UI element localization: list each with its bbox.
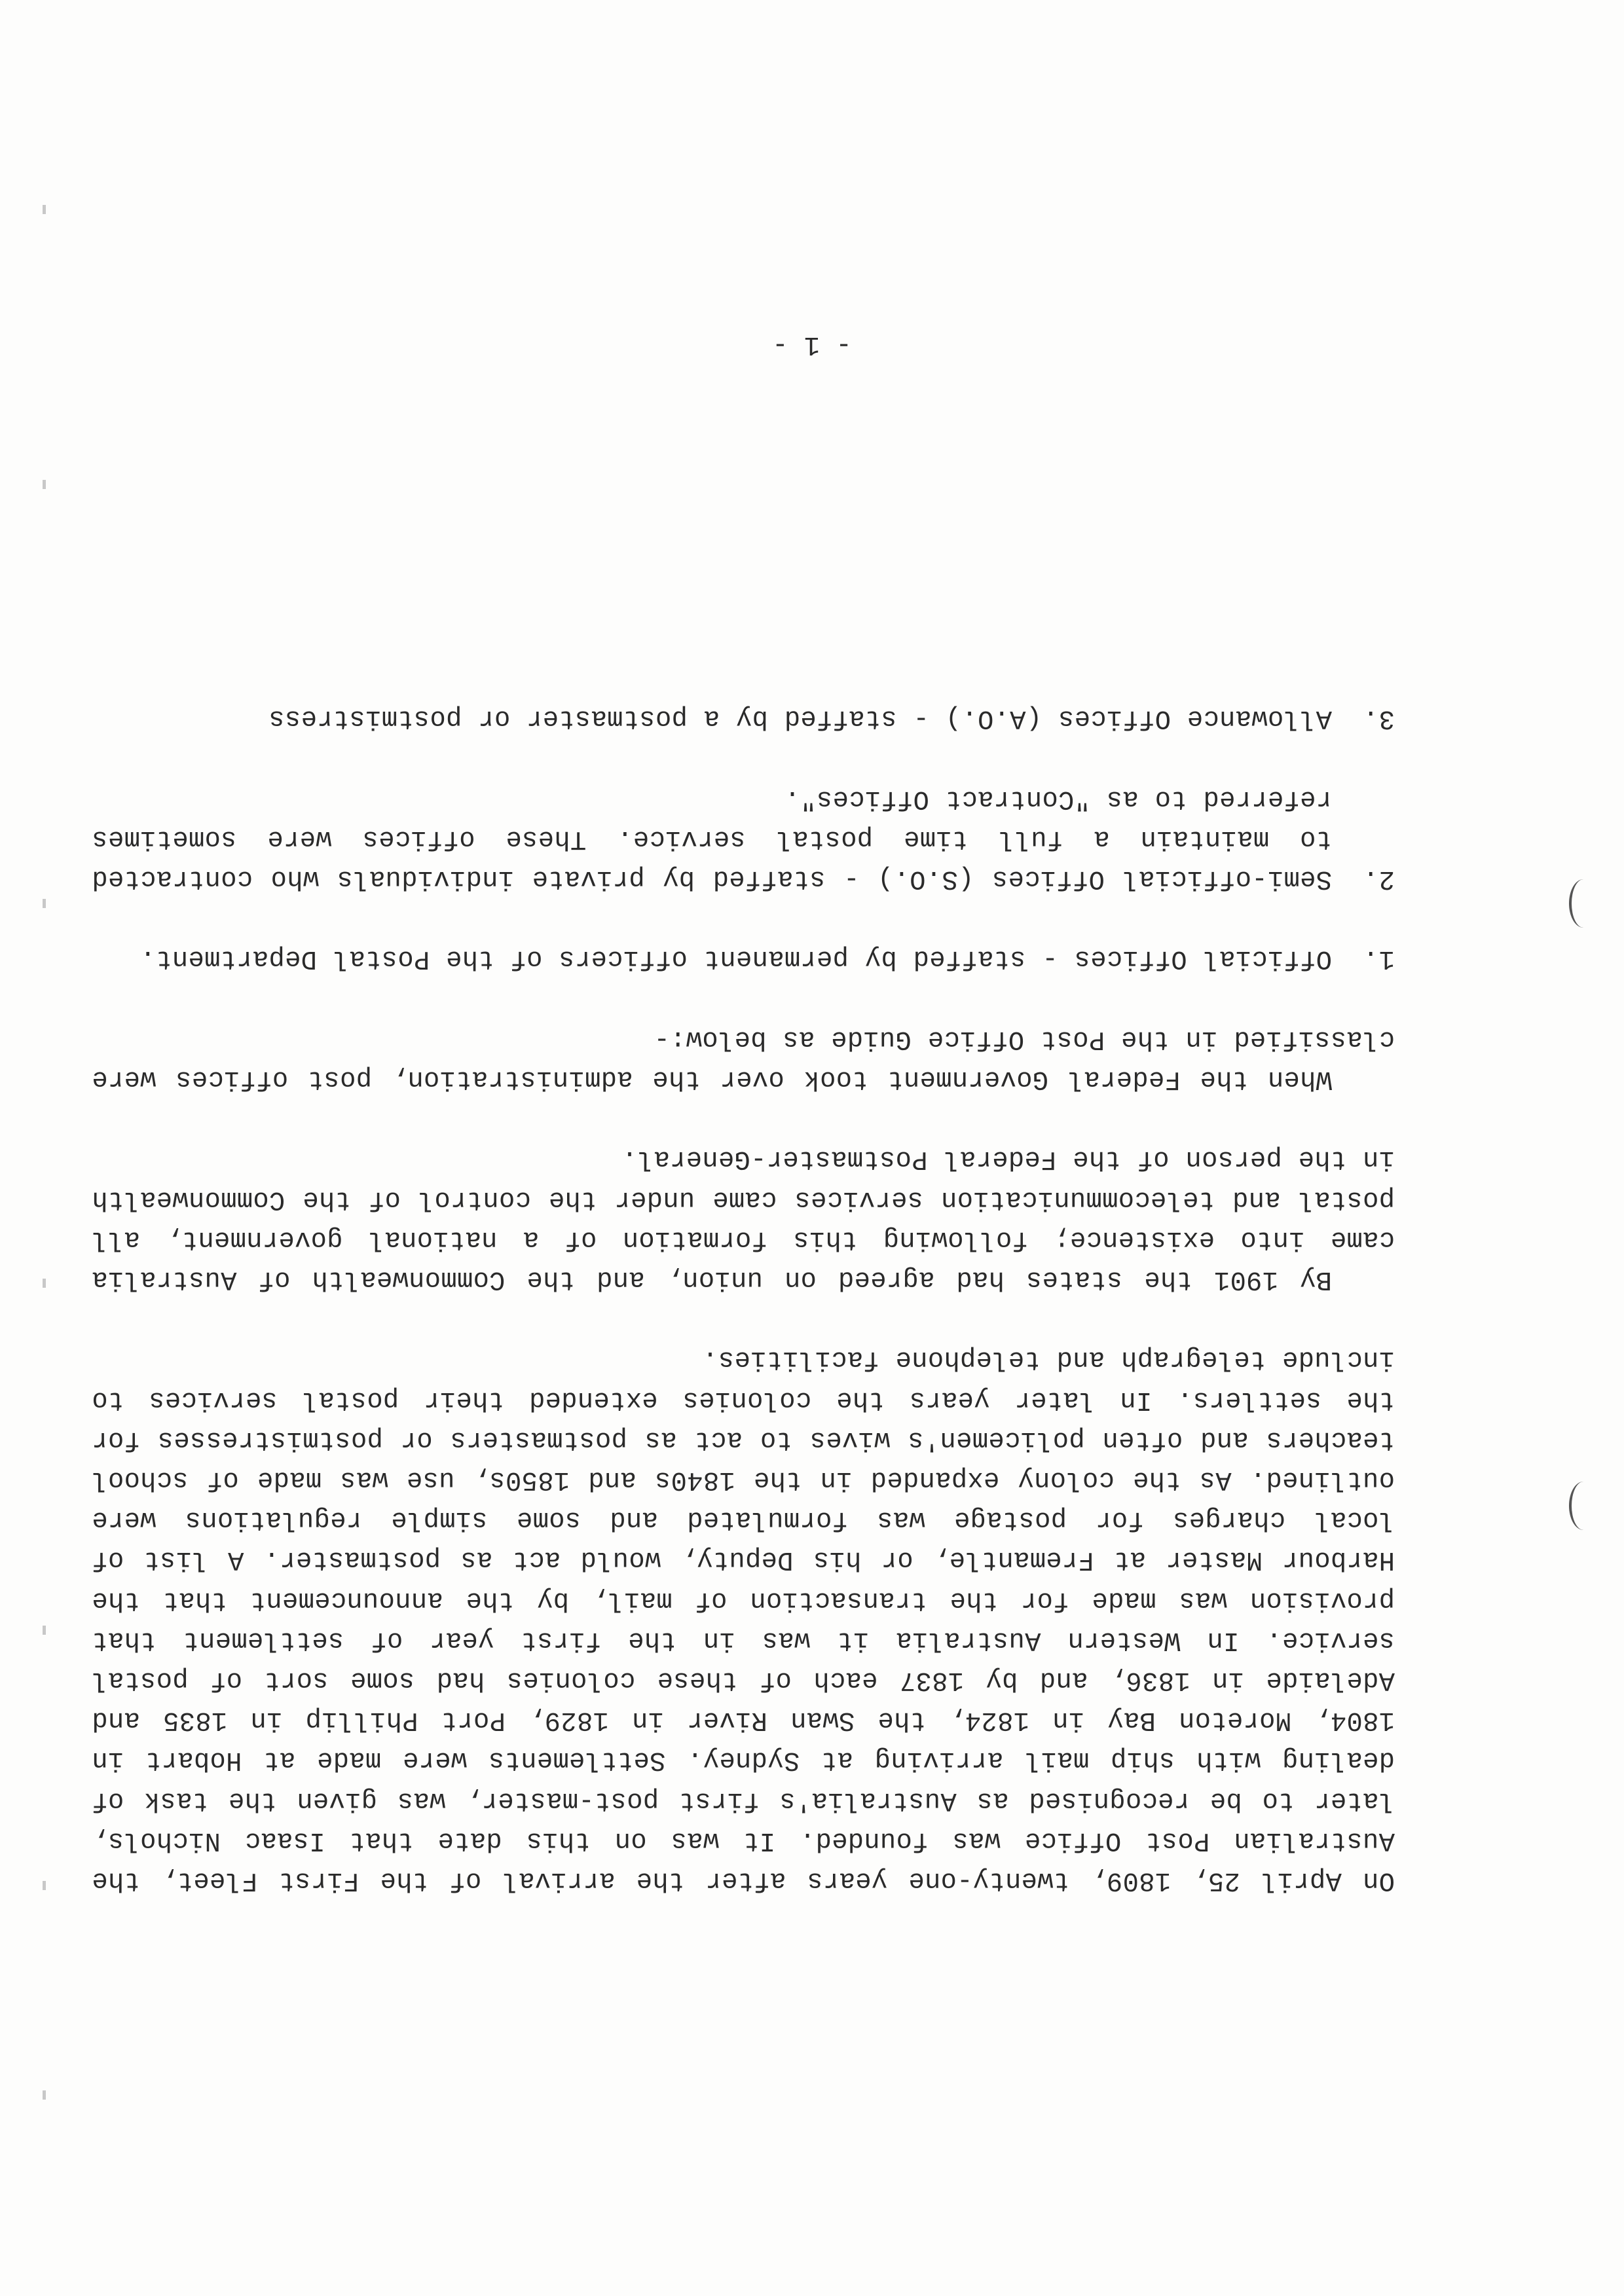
paragraph-history: On April 25, 1809, twenty-one years after the arrival of the First Fleet, the Australian Post Office was founded. It was on this date that Isaac Nichols, later to be recognised as Australia's first post-master, was given the task of dealing with ship mail arriving at Sydney. Settlements were made at Hobart in 1804, Moreton Bay in 1824, the Swan River in 1829, Port Phillip in 1835 and Adelaide in 1836, and by 1837 each of these colonies had some sort of postal service. In Western Australia it was in the first year of settlement that provision was made for the transaction of mail, by the announcement that the Harbour Master at Fremantle, or his Deputy, would act as postmaster. A list of local charges for postage was formulated and some simple regulations were outlined. As the colony expanded in the 1840s and 1850s, use was made of school teachers and often policemen's wives to act as postmasters or postmistresses for the settlers. In later years the colonies extended their postal services to include telegraph and telephone facilities. [92,1344,1395,1895]
list-item-text: Official Offices - staffed by permanent officers of the Postal Department. [139,943,1332,974]
list-number: 1. [1362,943,1395,974]
list-item-allowance-offices [92,698,1395,738]
scan-edge-mark [43,205,46,214]
scan-edge-mark [43,1279,46,1288]
document-body [92,658,1395,1900]
list-item-text: Semi-official Offices (S.O.) - staffed by private individuals who contracted to maintain a full time postal service. These offices were sometimes referred to as "Contract Offices". [92,783,1332,894]
list-item-text: Allowance Offices (A.O.) - staffed by a postmaster or postmistress [268,703,1332,734]
scan-edge-mark [43,1881,46,1890]
list-item-semi-official-offices [92,778,1395,898]
scan-edge-mark [43,480,46,489]
page-number: - 1 - [772,329,852,359]
paragraph-classification: When the Federal Government took over the administration, post offices were classified in the Post Office Guide as below:- [92,1023,1395,1094]
list-number: 3. [1362,703,1395,734]
list-item-official-offices [92,938,1395,978]
scan-edge-mark [43,2090,46,2100]
list-number: 2. [1362,863,1395,894]
punch-hole-mark [1569,1482,1598,1530]
scan-edge-mark [43,1626,46,1635]
paragraph-commonwealth: By 1901 the states had agreed on union, and the Commonwealth of Australia came into existence; following this formation of a national government, all postal and telecommunication services came under the control of the Commonwealth in the person of the Federal Postmaster-General. [92,1144,1395,1294]
scan-edge-mark [43,899,46,908]
punch-hole-mark [1569,879,1598,928]
